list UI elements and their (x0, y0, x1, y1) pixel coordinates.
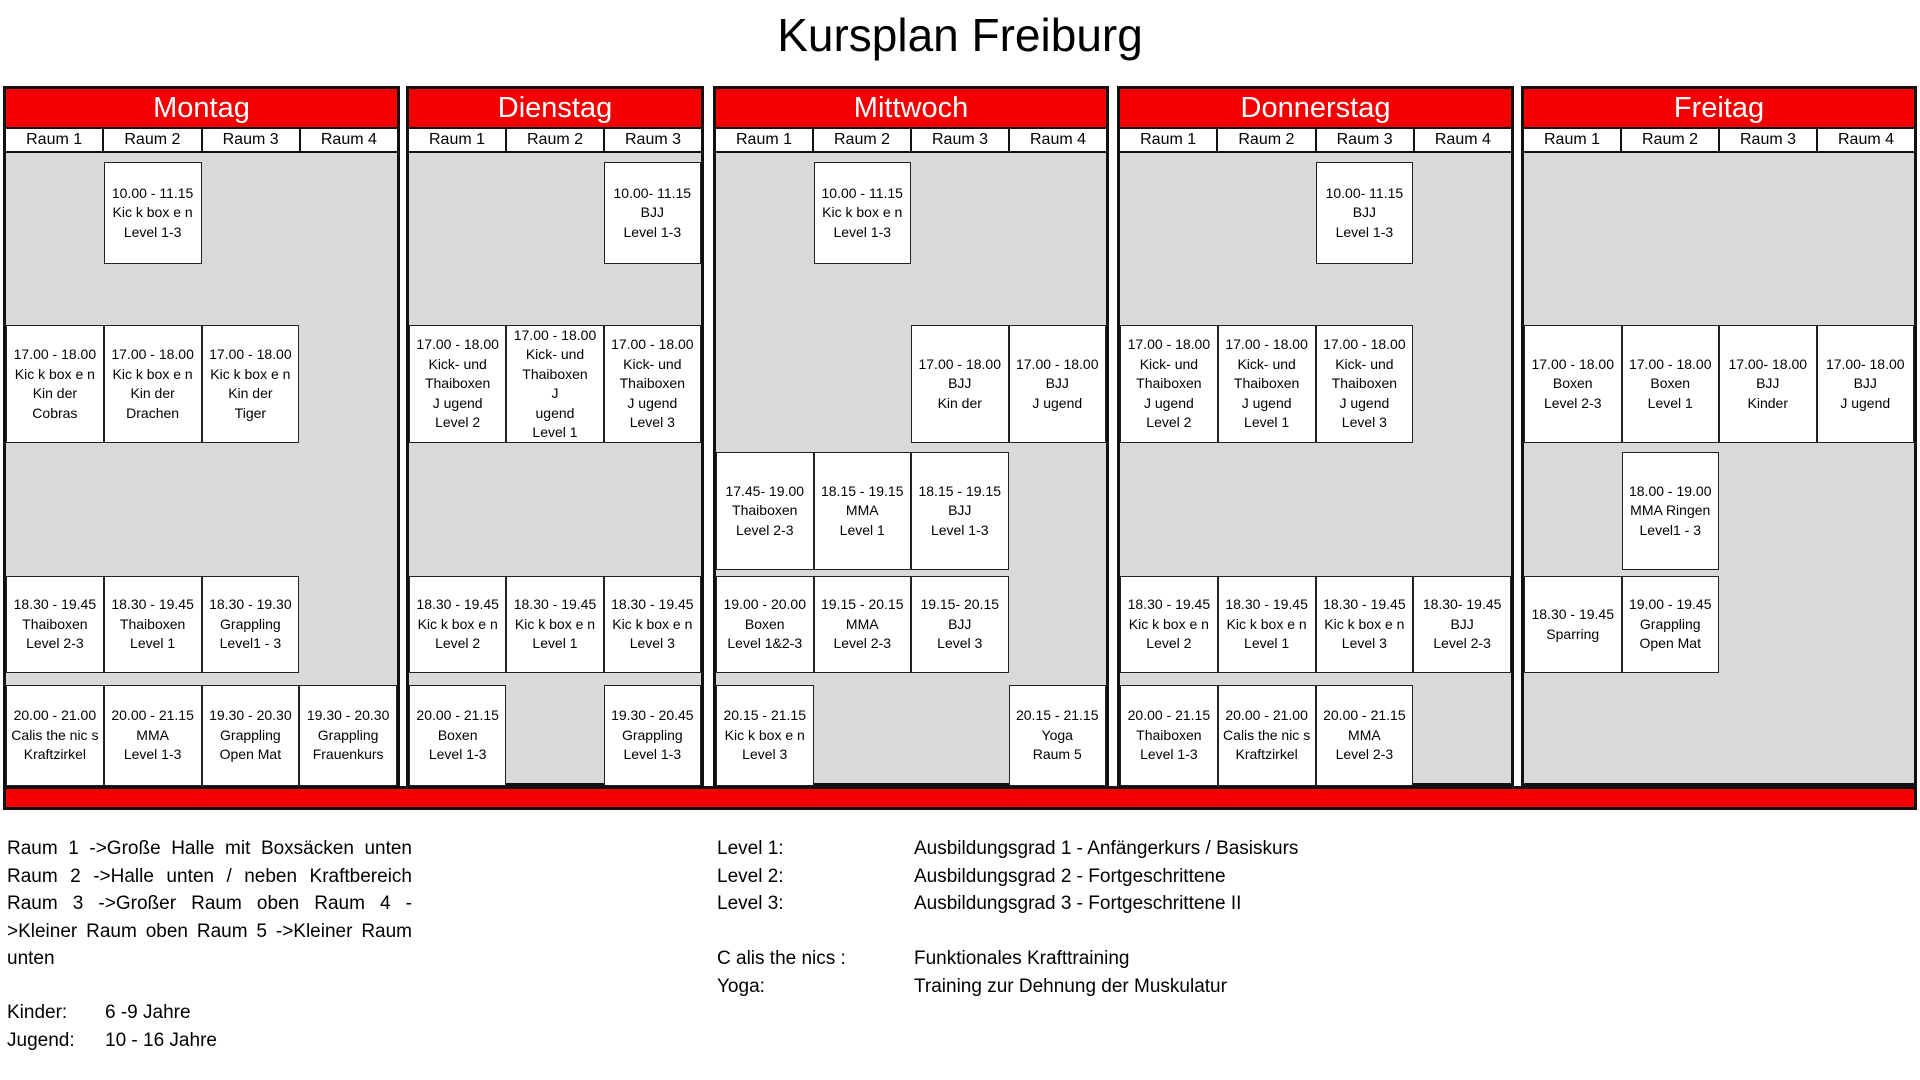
course-time: 18.15 - 19.15 (918, 482, 1001, 499)
course-info: Level 1-3 (123, 746, 182, 763)
day-column-montag (3, 86, 400, 786)
course-info: Kick- und (1139, 355, 1199, 372)
legend-value: Funktionales Krafttraining (914, 948, 1130, 969)
course-time: 18.30 - 19.45 (513, 596, 597, 613)
course-info: Calis the nic s (11, 726, 99, 743)
room-label: Raum 1 (6, 129, 104, 151)
legend-line: unten (7, 948, 55, 969)
course-info: Level1 - 3 (1639, 521, 1701, 538)
legend-row (717, 863, 1298, 891)
course-info: Level 2-3 (735, 521, 794, 538)
legend-row (7, 1027, 217, 1055)
course-time: 18.30 - 19.45 (111, 596, 194, 613)
course-slot (1622, 325, 1720, 443)
course-slot (604, 325, 701, 443)
course-time: 19.30 - 20.30 (209, 707, 292, 724)
course-slot (911, 452, 1009, 570)
day-header: Freitag (1524, 89, 1914, 129)
course-info: Kic k box e n (1226, 615, 1307, 632)
course-info: BJJ (948, 375, 972, 392)
course-slot (1120, 576, 1218, 673)
course-slot (604, 576, 701, 673)
room-label: Raum 2 (507, 129, 605, 151)
legend-key: Level 2: (717, 865, 784, 887)
room-label: Raum 3 (912, 129, 1010, 151)
course-slot (814, 452, 912, 570)
course-slot (1218, 576, 1316, 673)
course-time: 10.00- 11.15 (613, 184, 692, 201)
course-info: Level 1-3 (1140, 746, 1198, 763)
course-time: 18.15 - 19.15 (820, 482, 904, 499)
room-label: Raum 3 (1720, 129, 1818, 151)
legend-value: 6 -9 Jahre (105, 1002, 191, 1023)
legend-row (717, 945, 1227, 973)
course-info: ugend (535, 404, 575, 421)
course-info: Kraftzirkel (1235, 746, 1298, 763)
course-info: Level 2 (1146, 635, 1192, 652)
course-slot (6, 685, 104, 786)
course-time: 18.30 - 19.45 (13, 596, 97, 613)
legend-value: Ausbildungsgrad 2 - Fortgeschrittene (914, 865, 1226, 887)
room-label: Raum 1 (716, 129, 814, 151)
course-info: Thaiboxen (1331, 375, 1398, 392)
course-info: Level 1 (839, 521, 885, 538)
course-slot (1316, 162, 1414, 264)
course-time: 20.00 - 21.00 (1225, 707, 1308, 724)
course-info: Kin der (228, 385, 273, 401)
room-header-row (1120, 129, 1511, 153)
course-info: Level 1 (532, 635, 578, 652)
room-label: Raum 1 (1524, 129, 1622, 151)
course-slot (911, 576, 1009, 673)
course-slot (409, 576, 506, 673)
room-label: Raum 4 (320, 131, 377, 148)
course-time: 17.00 - 18.00 (1628, 355, 1712, 372)
day-header: Mittwoch (716, 89, 1106, 129)
legend-line: Raum 3 ->Großer Raum oben Raum 4 - (7, 893, 412, 914)
course-info: Level 1&2-3 (727, 635, 803, 652)
course-info: BJJ (1756, 375, 1780, 392)
course-time: 18.30 - 19.45 (1531, 606, 1614, 622)
page-title: Kursplan Freiburg (777, 9, 1143, 61)
course-info: J ugend (627, 394, 678, 411)
course-info: Kick- und (623, 355, 682, 372)
course-slot (409, 685, 506, 786)
course-info: Level 1 (1244, 414, 1290, 431)
course-time: 17.45- 19.00 (725, 482, 805, 499)
legend-line: Raum 1 ->Große Halle mit Boxsäcken unten (7, 838, 412, 859)
room-label: Raum 3 (624, 131, 682, 148)
course-time: 17.00 - 18.00 (1225, 336, 1308, 353)
course-slot (104, 576, 202, 673)
course-info: BJJ (948, 502, 972, 519)
course-info: Kic k box e n (112, 365, 193, 382)
course-time: 18.30 - 19.45 (1225, 596, 1308, 613)
course-info: Level 3 (937, 635, 983, 652)
course-info: Level 2-3 (1543, 394, 1602, 411)
course-info: Grappling (220, 615, 281, 632)
course-time: 17.00 - 18.00 (918, 355, 1001, 372)
course-time: 18.30 - 19.45 (1127, 596, 1211, 613)
course-time: 17.00 - 18.00 (416, 336, 499, 353)
course-slot (202, 685, 300, 786)
course-info: Kic k box e n (1324, 615, 1405, 632)
course-info: Kin der (32, 385, 78, 401)
course-time: 17.00 - 18.00 (209, 346, 292, 362)
course-slot (1817, 325, 1915, 443)
room-header-row (1524, 129, 1914, 153)
course-info: Level 2 (435, 414, 481, 431)
day-column-donnerstag (1117, 86, 1514, 786)
course-info: Sparring (1546, 625, 1600, 642)
course-slot (1719, 325, 1817, 443)
course-info: Frauenkurs (312, 746, 384, 763)
course-info: Level 1 (532, 424, 578, 440)
room-header-row (6, 129, 397, 153)
course-info: J ugend (432, 394, 483, 411)
course-slot (6, 576, 104, 673)
course-time: 20.15 - 21.15 (1015, 707, 1099, 724)
course-time: 18.30 - 19.30 (209, 596, 292, 613)
course-info: Kinder (1747, 394, 1788, 411)
course-info: Thaiboxen (1136, 726, 1202, 743)
day-column-mittwoch (713, 86, 1109, 786)
course-time: 18.00 - 19.00 (1628, 482, 1712, 499)
course-info: Thaiboxen (22, 615, 88, 632)
course-slot (409, 325, 506, 443)
course-info: Level 2-3 (1335, 746, 1394, 763)
course-info: Kick- und (525, 346, 585, 362)
course-time: 20.00 - 21.15 (1127, 707, 1211, 724)
course-info: BJJ (948, 615, 972, 632)
course-time: 17.00 - 18.00 (1127, 336, 1211, 353)
course-time: 17.00 - 18.00 (611, 336, 694, 353)
course-info: Kin der (130, 385, 175, 401)
course-info: Cobras (32, 404, 78, 421)
legend-key: Yoga: (717, 975, 765, 997)
bottom-red-bar (3, 786, 1917, 810)
course-info: Kic k box e n (514, 615, 596, 632)
course-time: 19.15- 20.15 (920, 596, 1000, 613)
course-info: Kic k box e n (112, 204, 193, 221)
legend-line: Raum 2 ->Halle unten / neben Kraftbereich (7, 865, 412, 887)
course-info: Level 2 (435, 635, 481, 652)
course-slot (104, 325, 202, 443)
course-info: Thaiboxen (424, 375, 491, 392)
course-info: MMA Ringen (1630, 502, 1711, 519)
course-slot (506, 576, 603, 673)
legend-key: Level 3: (717, 893, 784, 914)
day-column-dienstag (406, 86, 704, 786)
course-slot (814, 576, 912, 673)
course-info: Kick- und (1237, 355, 1296, 372)
legend-row (7, 999, 217, 1027)
course-info: Level 2-3 (1433, 635, 1491, 652)
room-label: Raum 4 (1837, 131, 1895, 148)
course-info: Grappling (621, 726, 683, 743)
course-info: Level 1 (1244, 635, 1290, 652)
course-time: 10.00 - 11.15 (111, 184, 194, 201)
legend-value: 10 - 16 Jahre (105, 1029, 217, 1051)
course-info: Kic k box e n (612, 615, 693, 632)
course-info: Kic k box e n (822, 204, 903, 221)
course-info: Grappling (317, 726, 379, 743)
course-slot (1009, 325, 1107, 443)
course-info: J ugend (1241, 394, 1292, 411)
age-legend (7, 999, 217, 1054)
course-legend (717, 945, 1227, 1000)
course-info: Thaiboxen (1136, 375, 1202, 392)
course-info: Level1 - 3 (219, 635, 282, 652)
course-slot (604, 685, 701, 786)
course-info: Level 2-3 (833, 635, 892, 652)
course-info: Level 1 (1647, 394, 1693, 411)
course-info: Level 2-3 (26, 635, 84, 652)
course-info: Kic k box e n (724, 726, 805, 743)
course-info: MMA (845, 502, 879, 519)
course-time: 17.00 - 18.00 (1015, 355, 1099, 372)
course-info: Grappling (220, 726, 281, 743)
course-time: 18.30 - 19.45 (611, 596, 694, 613)
course-info: J ugend (1339, 394, 1390, 411)
course-info: Level 3 (1341, 635, 1387, 652)
course-slot (202, 576, 300, 673)
course-time: 18.30 - 19.45 (416, 596, 499, 613)
course-time: 20.00 - 21.15 (416, 707, 499, 724)
course-info: Level 2 (1146, 414, 1192, 431)
course-info: MMA (1348, 726, 1381, 743)
course-info: BJJ (1352, 204, 1377, 221)
course-info: Tiger (234, 404, 267, 421)
legend-row (717, 973, 1227, 1001)
course-info: Calis the nic s (1223, 726, 1311, 743)
room-label: Raum 4 (1029, 131, 1087, 148)
course-time: 20.00 - 21.00 (13, 707, 97, 724)
course-slot (1009, 685, 1107, 786)
day-header: Montag (6, 89, 397, 129)
course-slot (104, 162, 202, 264)
course-time: 17.00 - 18.00 (513, 326, 597, 343)
day-header: Dienstag (409, 89, 701, 129)
course-slot (1120, 325, 1218, 443)
course-time: 17.00 - 18.00 (13, 346, 97, 362)
course-slot (1524, 576, 1622, 673)
legend-key: Level 1: (717, 838, 784, 859)
course-info: Level 1-3 (930, 521, 989, 538)
course-info: MMA (136, 726, 169, 743)
course-time: 19.30 - 20.30 (306, 707, 390, 724)
course-slot (1316, 325, 1414, 443)
course-time: 17.00- 18.00 (1825, 355, 1905, 372)
course-slot (604, 162, 701, 264)
course-slot (202, 325, 300, 443)
course-info: MMA (845, 615, 879, 632)
room-label: Raum 2 (814, 129, 912, 151)
course-info: Boxen (1650, 375, 1691, 392)
course-info: Grappling (1639, 615, 1701, 632)
course-info: Kick- und (1335, 355, 1394, 372)
course-info: Drachen (126, 404, 180, 421)
course-info: Kic k box e n (417, 615, 498, 632)
legend-value: Training zur Dehnung der Muskulatur (914, 975, 1227, 997)
course-info: Level 1 (130, 635, 176, 652)
course-slot (1316, 576, 1414, 673)
room-label: Raum 4 (1434, 131, 1491, 148)
legend-key: C alis the nics : (717, 948, 846, 969)
legend-row (717, 835, 1298, 863)
course-slot (1413, 576, 1511, 673)
course-info: Level 3 (629, 635, 675, 652)
course-info: Level 1-3 (623, 223, 682, 240)
course-info: J (551, 385, 559, 401)
room-label: Raum 3 (1317, 129, 1415, 151)
course-info: BJJ (640, 204, 664, 221)
course-info: Kic k box e n (14, 365, 95, 382)
legend-value: Ausbildungsgrad 1 - Anfängerkurs / Basiskurs (914, 838, 1299, 859)
course-time: 17.00 - 18.00 (1323, 336, 1406, 353)
legend-line: >Kleiner Raum oben Raum 5 ->Kleiner Raum (7, 920, 412, 942)
course-info: Open Mat (219, 746, 282, 763)
course-info: BJJ (1450, 615, 1474, 632)
course-info: Boxen (744, 615, 785, 632)
course-time: 17.00- 18.00 (1728, 355, 1808, 372)
course-slot (506, 325, 603, 443)
course-slot (1120, 685, 1218, 786)
day-header: Donnerstag (1120, 89, 1511, 129)
course-info: BJJ (1853, 375, 1877, 392)
course-info: Open Mat (1639, 635, 1701, 652)
course-time: 19.30 - 20.45 (611, 707, 694, 724)
day-column-freitag (1521, 86, 1917, 786)
course-slot (1218, 685, 1316, 786)
course-time: 17.00 - 18.00 (111, 346, 194, 362)
course-slot (911, 325, 1009, 443)
course-slot (716, 685, 814, 786)
course-time: 20.00 - 21.15 (1323, 707, 1406, 724)
room-label: Raum 1 (1120, 129, 1218, 151)
room-label: Raum 3 (203, 129, 301, 151)
course-info: Thaiboxen (119, 615, 186, 632)
course-info: Kraftzirkel (23, 746, 86, 763)
legend-row (717, 890, 1298, 918)
course-info: Raum 5 (1032, 746, 1082, 763)
course-slot (716, 576, 814, 673)
course-time: 20.00 - 21.15 (111, 707, 194, 724)
course-info: J ugend (1840, 394, 1891, 411)
room-label: Raum 2 (1622, 129, 1720, 151)
course-slot (6, 325, 104, 443)
course-time: 10.00- 11.15 (1325, 184, 1404, 201)
course-time: 19.00 - 20.00 (723, 596, 806, 613)
course-info: J ugend (1143, 394, 1194, 411)
room-label: Raum 2 (1218, 129, 1316, 151)
course-info: Level 1-3 (123, 223, 182, 240)
course-slot (814, 162, 912, 264)
course-info: Kick- und (428, 355, 487, 372)
course-info: Level 3 (629, 414, 675, 431)
course-time: 10.00 - 11.15 (821, 184, 903, 201)
course-info: Level 1-3 (833, 223, 892, 240)
course-slot (299, 685, 397, 786)
course-time: 17.00 - 18.00 (1531, 355, 1614, 372)
room-label: Raum 1 (409, 129, 507, 151)
course-info: Thaiboxen (522, 365, 588, 382)
course-info: Level 3 (742, 746, 788, 763)
room-header-row (716, 129, 1106, 153)
course-slot (1316, 685, 1414, 786)
course-info: Level 1-3 (623, 746, 682, 763)
course-info: Kic k box e n (1128, 615, 1209, 632)
course-slot (1622, 452, 1720, 570)
course-info: Boxen (1552, 375, 1593, 392)
course-info: Kin der (937, 394, 982, 411)
course-time: 18.30- 19.45 (1422, 596, 1502, 613)
room-legend (7, 835, 412, 973)
course-info: Level 3 (1341, 414, 1387, 431)
legend-key: Jugend: (7, 1029, 75, 1051)
course-info: Kic k box e n (210, 365, 291, 382)
course-time: 19.15 - 20.15 (820, 596, 904, 613)
level-legend (717, 835, 1298, 918)
course-time: 18.30 - 19.45 (1323, 596, 1406, 613)
course-info: Thaiboxen (1233, 375, 1300, 392)
room-label: Raum 2 (104, 129, 202, 151)
course-slot (1622, 576, 1720, 673)
course-info: BJJ (1045, 375, 1069, 392)
room-header-row (409, 129, 701, 153)
course-info: Thaiboxen (732, 502, 798, 519)
course-info: Level 1-3 (1335, 223, 1394, 240)
course-slot (1524, 325, 1622, 443)
course-slot (716, 452, 814, 570)
course-slot (104, 685, 202, 786)
legend-value: Ausbildungsgrad 3 - Fortgeschrittene II (914, 893, 1242, 914)
course-info: Thaiboxen (619, 375, 686, 392)
course-slot (1218, 325, 1316, 443)
course-info: Boxen (437, 726, 478, 743)
legend-key: Kinder: (7, 1002, 68, 1023)
course-info: Yoga (1041, 726, 1073, 743)
course-info: Level 1-3 (428, 746, 487, 763)
course-info: J ugend (1032, 394, 1083, 411)
course-time: 19.00 - 19.45 (1628, 596, 1712, 613)
course-time: 20.15 - 21.15 (723, 707, 806, 724)
